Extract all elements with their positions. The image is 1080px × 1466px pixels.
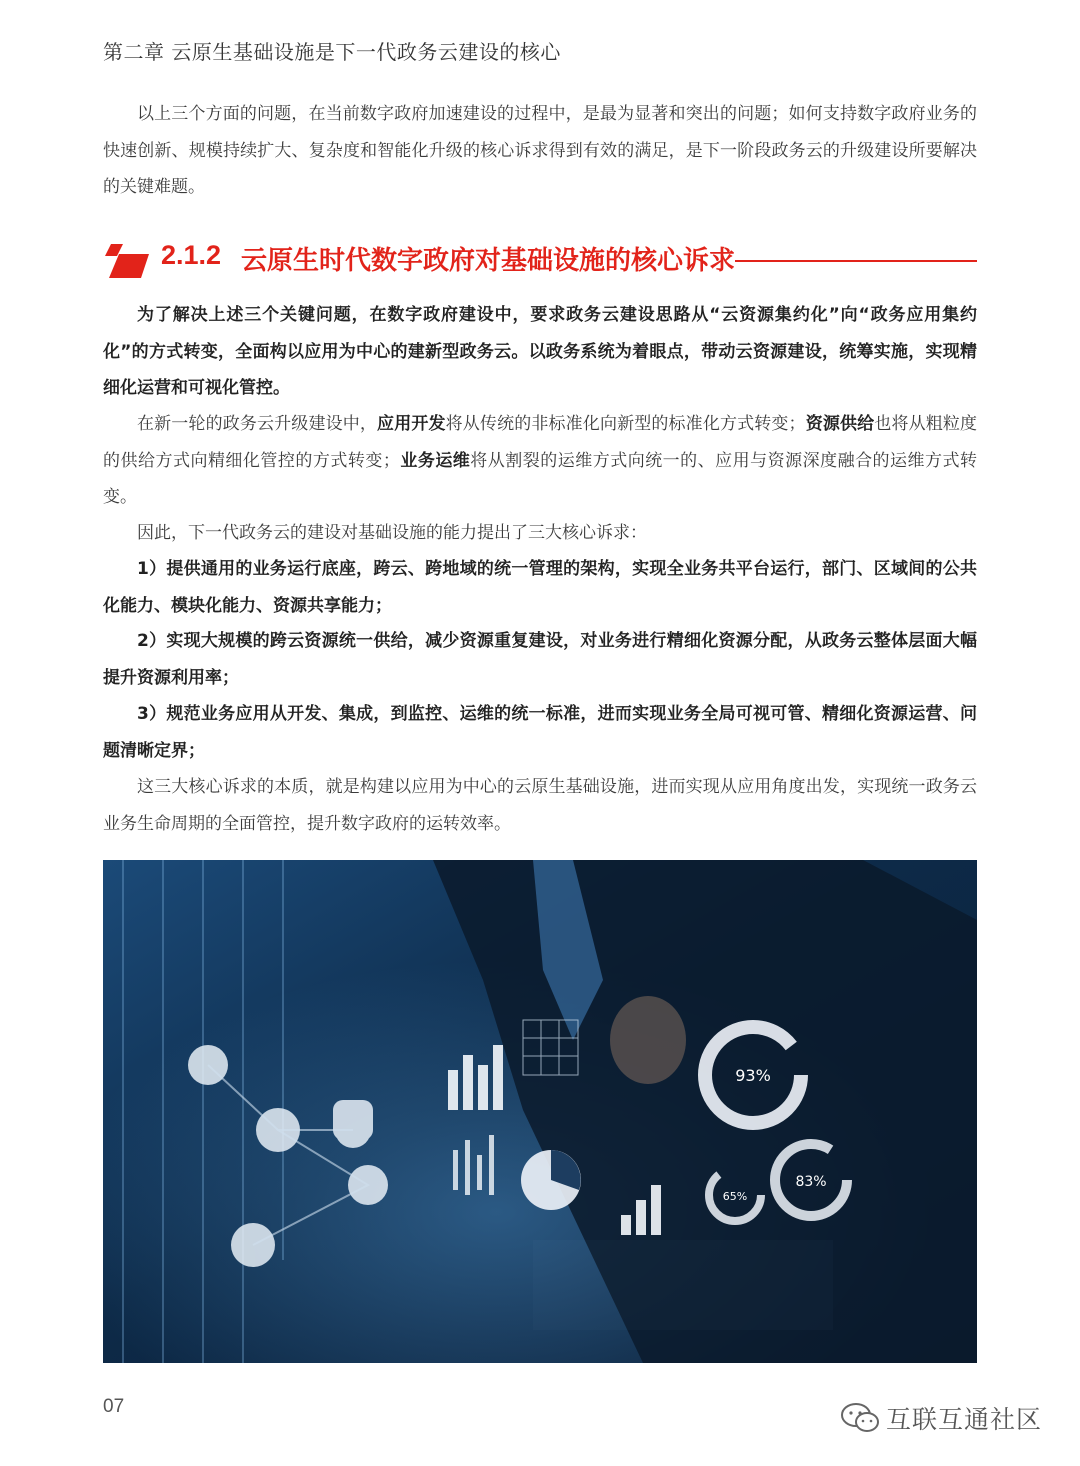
running-header: 第二章 云原生基础设施是下一代政务云建设的核心 bbox=[103, 40, 561, 64]
key-paragraph: 为了解决上述三个关键问题，在数字政府建设中，要求政务云建设思路从“云资源集约化”向“政务应用集约化”的方式转变，全面构以应用为中心的建新型政务云。以政务系统为着眼点，带动云资源建设，统筹实施，实现精细化运营和可视化管控。 bbox=[103, 305, 977, 398]
section-title: 云原生时代数字政府对基础设施的核心诉求 bbox=[241, 246, 736, 276]
emphasis-ops: 业务运维 bbox=[399, 450, 471, 471]
watermark bbox=[840, 1400, 1060, 1436]
conclusion-paragraph: 这三大核心诉求的本质，就是构建以应用为中心的云原生基础设施，进而实现从应用角度出发，实现统一政务云业务生命周期的全面管控，提升数字政府的运转效率。 bbox=[103, 777, 977, 834]
section-heading bbox=[103, 238, 977, 284]
section-number: 2.1.2 bbox=[161, 240, 222, 270]
section-rule bbox=[735, 260, 977, 262]
page-number: 07 bbox=[103, 1396, 125, 1417]
emphasis-app-dev: 应用开发 bbox=[377, 414, 446, 434]
requirements-intro: 因此，下一代政务云的建设对基础设施的能力提出了三大核心诉求： bbox=[137, 523, 647, 543]
hand-shape bbox=[610, 996, 686, 1084]
business-dashboard-photo bbox=[103, 860, 977, 1363]
wechat-icon bbox=[840, 1402, 882, 1434]
section-marker-icon bbox=[103, 242, 151, 280]
requirement-3: 3）规范业务应用从开发、集成，到监控、运维的统一标准，进而实现业务全局可视可管、精细化资源运营、问题清晰定界； bbox=[103, 704, 977, 761]
photo-illustration bbox=[103, 860, 977, 1363]
transition-paragraph: 在新一轮的政务云升级建设中，应用开发将从传统的非标准化向新型的标准化方式转变；资源供给也将从粗粒度的供给方式向精细化管控的方式转变；业务运维将从割裂的运维方式向统一的、应用与资源深度融合的运维方式转变。 bbox=[103, 414, 978, 507]
gauge-93-label: 93% bbox=[735, 1066, 771, 1085]
intro-paragraph: 以上三个方面的问题，在当前数字政府加速建设的过程中，是最为显著和突出的问题；如何支持数字政府业务的快速创新、规模持续扩大、复杂度和智能化升级的核心诉求得到有效的满足，是下一阶段政务云的升级建设所要解决的关键难题。 bbox=[103, 104, 977, 197]
watermark-text: 互联互通社区 bbox=[886, 1405, 1043, 1434]
gauge-65-label: 65% bbox=[722, 1190, 748, 1203]
requirement-2: 2）实现大规模的跨云资源统一供给，减少资源重复建设，对业务进行精细化资源分配，从政务云整体层面大幅提升资源利用率； bbox=[103, 631, 977, 688]
gauge-83-label: 83% bbox=[795, 1174, 827, 1190]
emphasis-resource-supply: 资源供给 bbox=[805, 414, 875, 434]
requirement-1: 1）提供通用的业务运行底座，跨云、跨地域的统一管理的架构，实现全业务共平台运行，部门、区域间的公共化能力、模块化能力、资源共享能力； bbox=[103, 559, 977, 616]
